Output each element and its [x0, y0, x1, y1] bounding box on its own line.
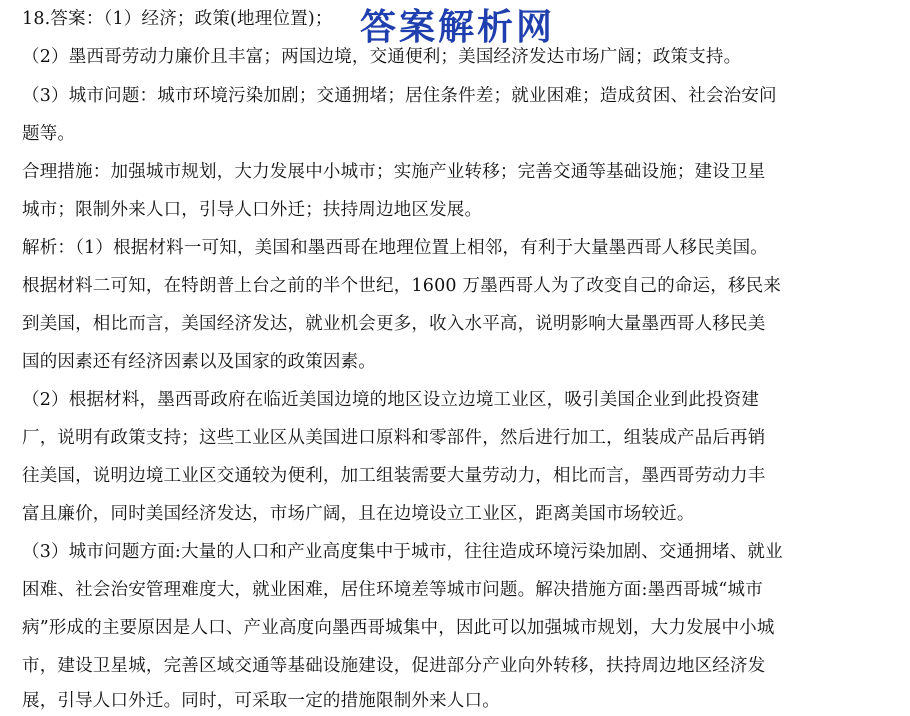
text-line: （2）墨西哥劳动力廉价且丰富；两国边境，交通便利；美国经济发达市场广阔；政策支持。: [22, 47, 742, 67]
watermark-logo: 答案解析网: [360, 7, 556, 48]
text-line: 国的因素还有经济因素以及国家的政策因素。: [22, 352, 376, 372]
text-line: 根据材料二可知，在特朗普上台之前的半个世纪，1600 万墨西哥人为了改变自己的命运，移民来: [22, 276, 782, 296]
text-line: 困难、社会治安管理难度大，就业困难，居住环境差等城市问题。解决措施方面:墨西哥城“城市: [22, 580, 763, 600]
text-line: 解析：（1）根据材料一可知，美国和墨西哥在地理位置上相邻，有利于大量墨西哥人移民美国。: [22, 238, 768, 258]
text-line: （3）城市问题方面:大量的人口和产业高度集中于城市，往往造成环境污染加剧、交通拥堵、就业: [22, 542, 783, 562]
text-line: 合理措施：加强城市规划，大力发展中小城市；实施产业转移；完善交通等基础设施；建设卫星: [22, 162, 766, 182]
text-line: 富且廉价，同时美国经济发达，市场广阔，且在边境设立工业区，距离美国市场较近。: [22, 504, 695, 524]
text-line: 病”形成的主要原因是人口、产业高度向墨西哥城集中，因此可以加强城市规划，大力发展中小城: [22, 618, 775, 638]
text-line: 到美国，相比而言，美国经济发达，就业机会更多，收入水平高，说明影响大量墨西哥人移民美: [22, 314, 766, 334]
text-line: 18.答案：（1）经济；政策(地理位置)；: [22, 9, 333, 29]
text-line: 往美国，说明边境工业区交通较为便利，加工组装需要大量劳动力，相比而言，墨西哥劳动力丰: [22, 466, 766, 486]
text-line: 展，引导人口外迁。同时，可采取一定的措施限制外来人口。: [22, 691, 500, 711]
text-line: （3）城市问题：城市环境污染加剧；交通拥堵；居住条件差；就业困难；造成贫困、社会治安问: [22, 86, 777, 106]
text-line: 市，建设卫星城，完善区域交通等基础设施建设，促进部分产业向外转移，扶持周边地区经济发: [22, 656, 766, 676]
text-line: 城市；限制外来人口，引导人口外迁；扶持周边地区发展。: [22, 200, 483, 220]
text-line: 题等。: [22, 124, 76, 144]
text-line: 厂，说明有政策支持；这些工业区从美国进口原料和零部件，然后进行加工，组装成产品后再销: [22, 428, 766, 448]
text-line: （2）根据材料，墨西哥政府在临近美国边境的地区设立边境工业区，吸引美国企业到此投资建: [22, 390, 760, 410]
